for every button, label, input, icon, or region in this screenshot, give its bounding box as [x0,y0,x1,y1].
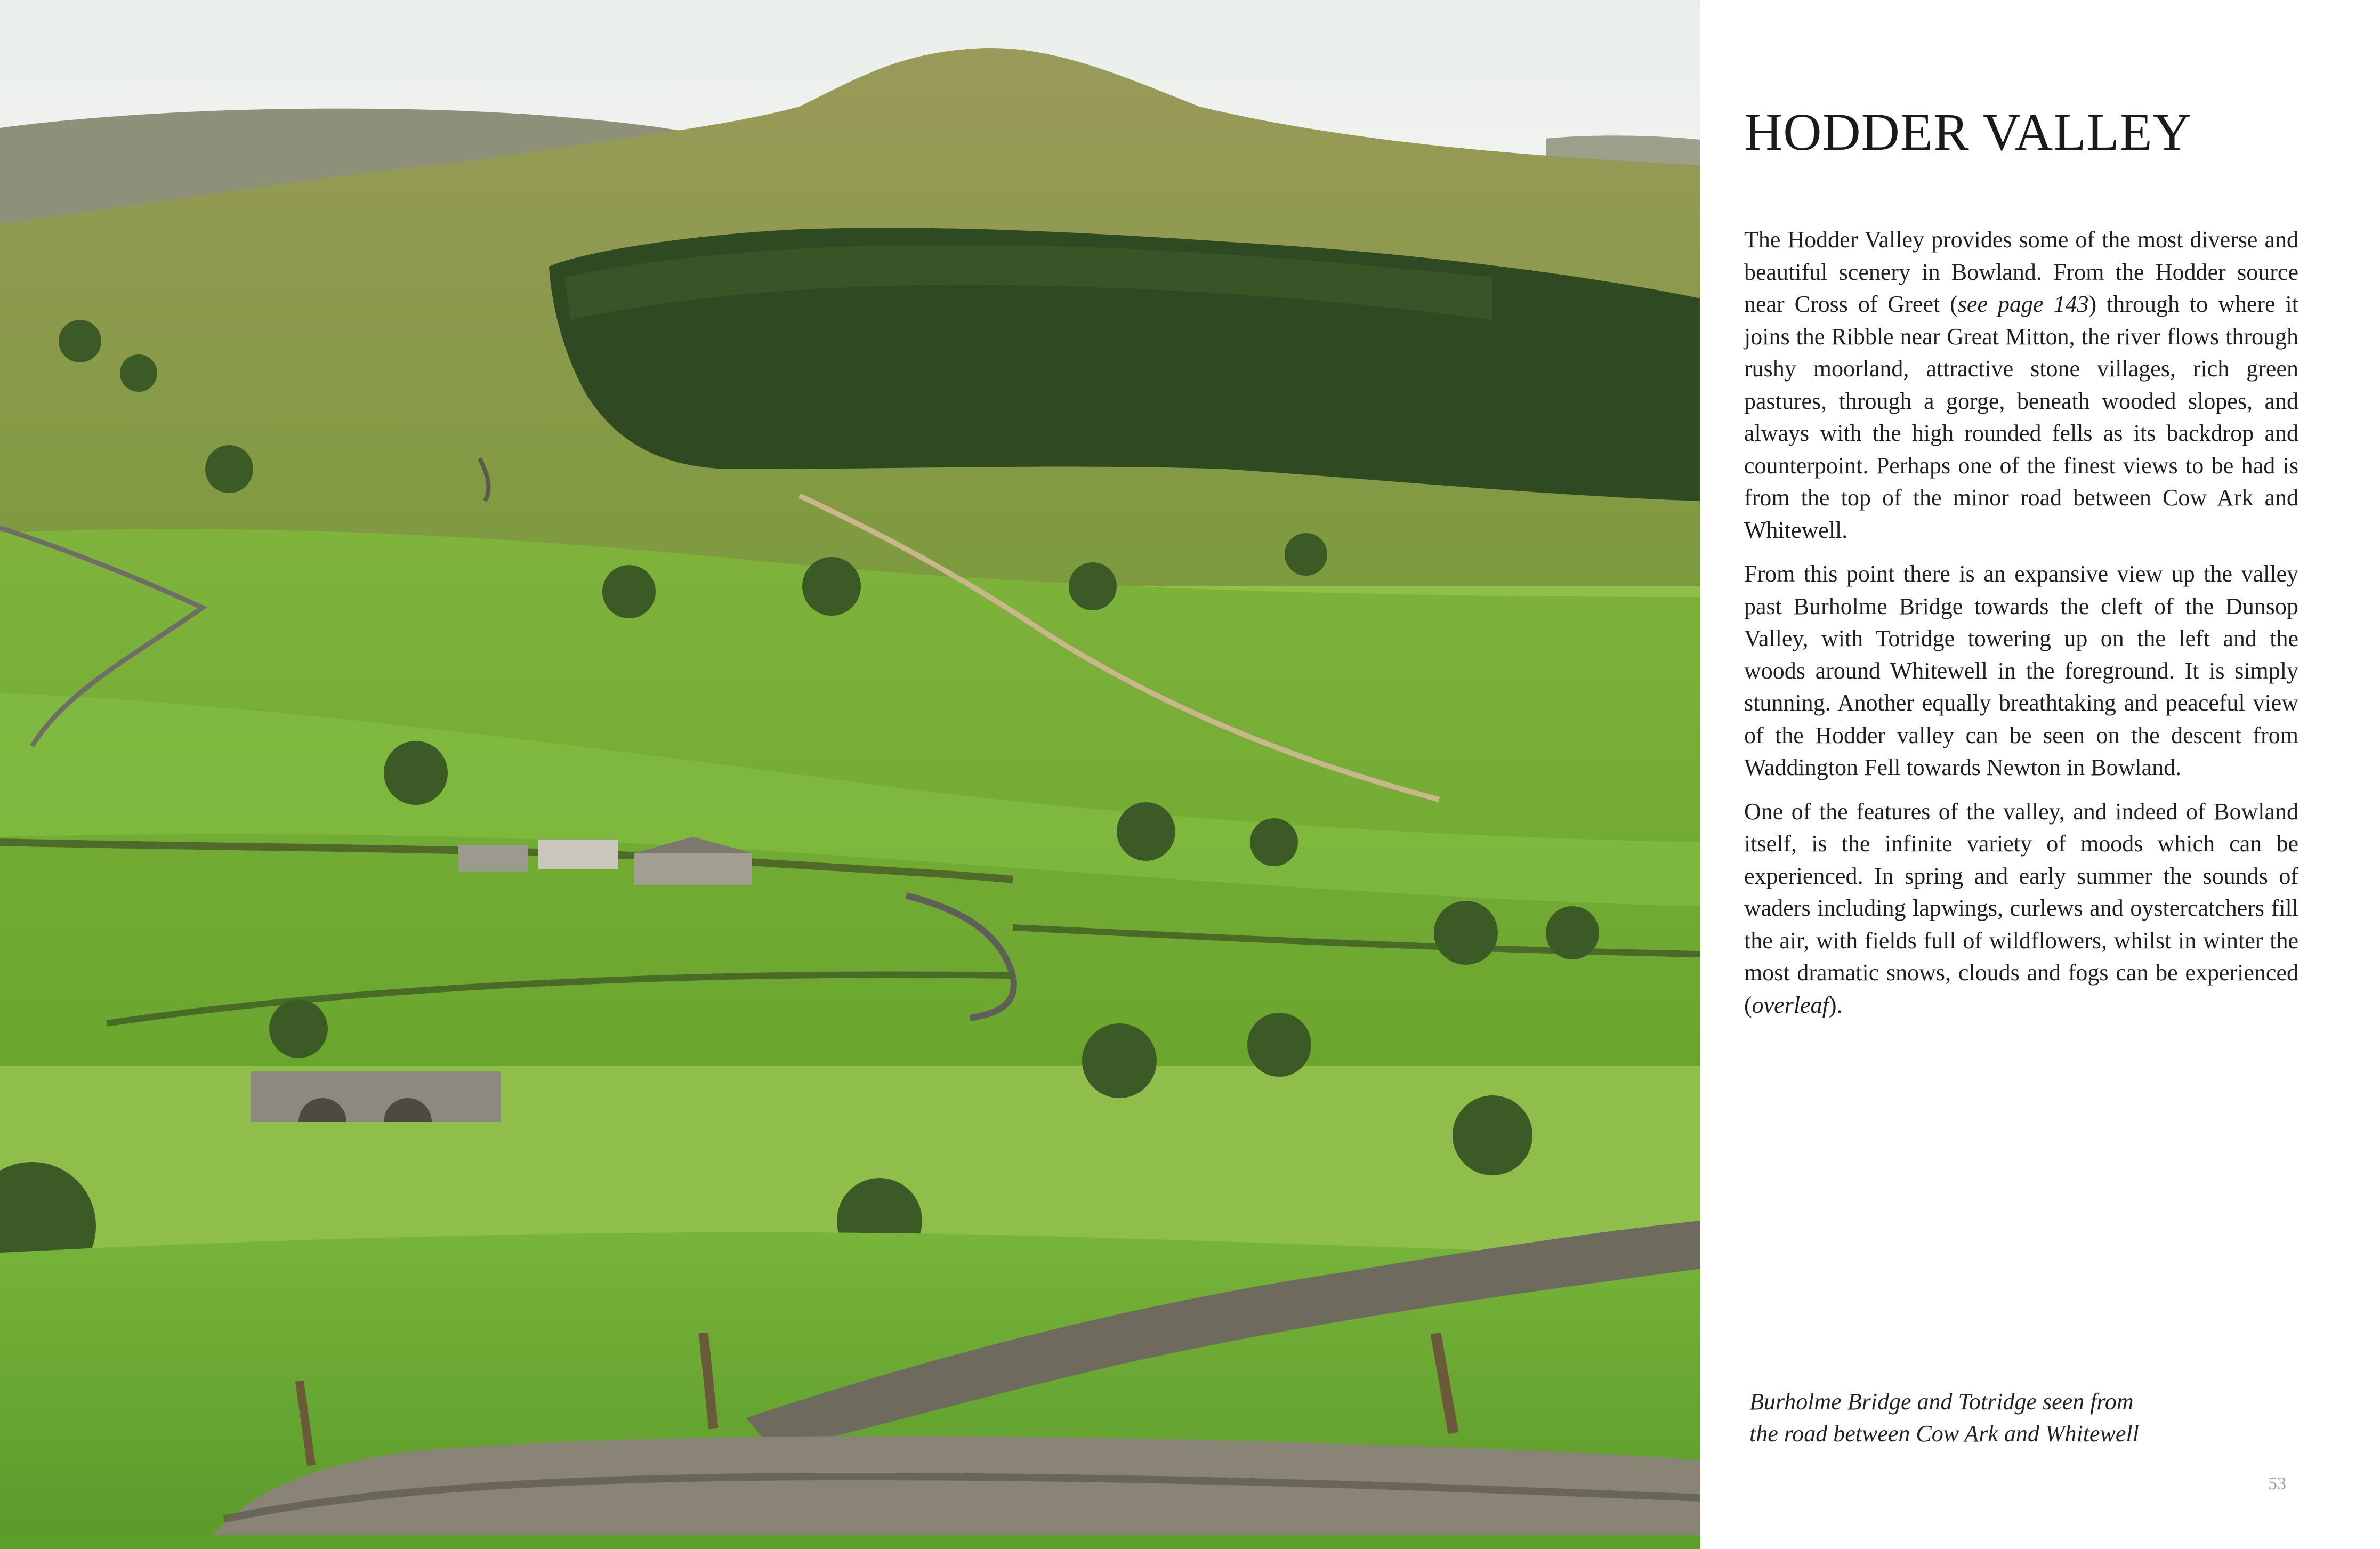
paragraph-2: From this point there is an expansive view up the valley past Burholme Bridge towards the cleft of the Dunsop Valley, with Totridge towering up on the left and the woods around Whitewell in the foreground. It is simply stunning. Another equally breathtaking and peaceful view of the Hodder valley can be seen on the descent from Waddington Fell towards Newton in Bowland. [1744,561,2298,780]
body-text [1744,224,2298,1033]
overleaf-reference: overleaf [1752,991,1829,1018]
text-page [1700,0,2380,1549]
page-reference: see page 143 [1957,291,2089,317]
chapter-title: HODDER VALLEY [1744,102,2192,162]
burholme-bridge [251,1071,501,1122]
page-number: 53 [2268,1474,2286,1494]
paragraph-1: The Hodder Valley provides some of the most diverse and beautiful scenery in Bowland. From the Hodder source near Cross of Greet (see page 143) through to where it joins the Ribble near Great Mitton, the river flows through rushy moorland, attractive stone villages, rich green pastures, through a gorge, beneath wooded slopes, and always with the high rounded fells as its backdrop and counterpoint. Perhaps one of the finest views to be had is from the top of the minor road between Cow Ark and Whitewell. [1744,227,2298,543]
photo-caption: Burholme Bridge and Totridge seen from the road between Cow Ark and Whitewell [1749,1389,2139,1447]
paragraph-3: One of the features of the valley, and indeed of Bowland itself, is the infinite variety of moods which can be experienced. In spring and early summer the sounds of waders including lapwings, curlews and oystercatchers fill the air, with fields full of wildflowers, whilst in winter the most dramatic snows, clouds and fogs can be experienced (overleaf). [1744,798,2298,1018]
